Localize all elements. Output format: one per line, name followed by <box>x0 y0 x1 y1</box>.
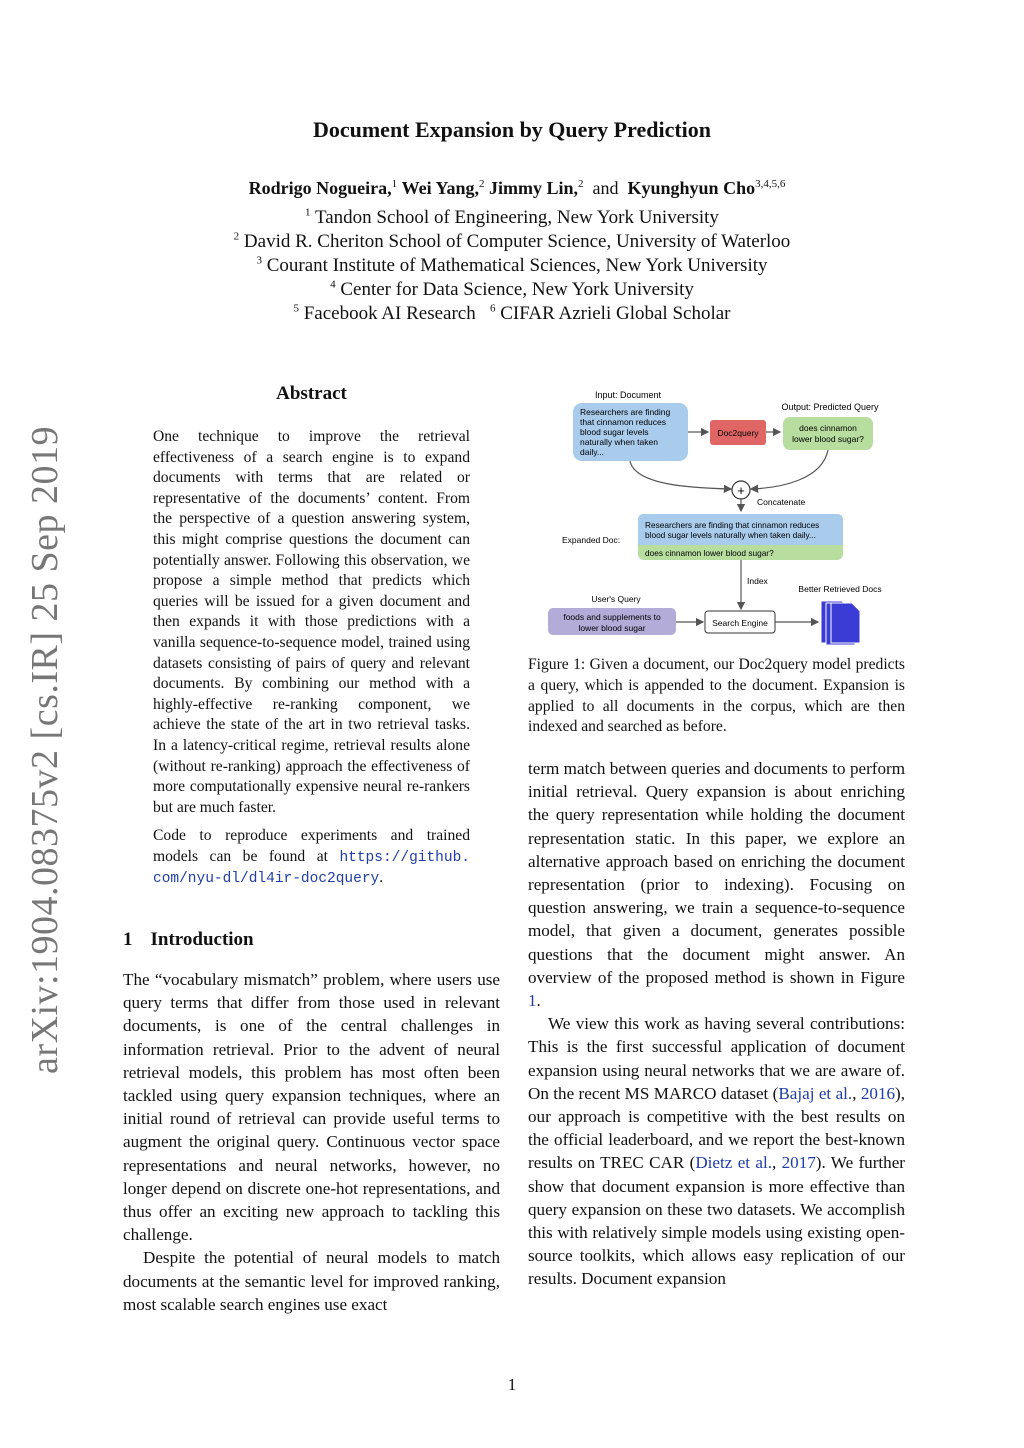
input-line: blood sugar levels <box>580 427 649 437</box>
author-and: and <box>592 178 619 198</box>
expanded-line: blood sugar levels naturally when taken daily... <box>645 530 816 540</box>
figure-reference-link[interactable]: 1 <box>528 991 537 1011</box>
predicted-query-line: does cinnamon <box>799 423 857 433</box>
input-line: naturally when taken <box>580 437 658 447</box>
affiliation-number: 4 <box>330 278 336 291</box>
users-query-label: User's Query <box>591 594 641 604</box>
affiliation-number: 3 <box>256 254 262 267</box>
index-label: Index <box>747 576 768 586</box>
author-name: Rodrigo Nogueira, <box>248 178 392 198</box>
affiliation <box>0 279 1024 301</box>
arrow <box>630 461 731 489</box>
page-number: 1 <box>507 1375 517 1394</box>
arrow <box>751 450 828 489</box>
plus-sign: + <box>737 483 745 498</box>
paragraph-text: ), our approach is competitive with the best results on the official leaderboard, and we report the best-known results on TREC CAR ( <box>528 1083 906 1173</box>
author-name: Jimmy Lin, <box>489 178 579 198</box>
github-link-part[interactable]: com/nyu-dl/dl4ir-doc2query <box>153 871 380 888</box>
author-list <box>0 178 1024 199</box>
body-paragraph <box>528 757 905 1012</box>
figure-diagram <box>540 385 910 647</box>
affiliation <box>0 207 1024 229</box>
period: . <box>379 869 384 887</box>
input-line: that cinnamon reduces <box>580 417 666 427</box>
body-paragraph: The “vocabulary mismatch” problem, where users use query terms that differ from those used in relevant documents, is one of the central challenges in information retrieval. Prior to the advent of neural retrieval models, this problem has most often been tackled using query expansion techniques, where an initial round of retrieval can provide useful terms to augment the original query. Continuous vector space representations and neural networks, however, no longer depend on discrete one-hot representations, and thus offer an exciting new approach to tackling this challenge. <box>123 970 500 1245</box>
predicted-query-line: lower blood sugar? <box>792 434 864 444</box>
doc2query-label: Doc2query <box>717 428 759 438</box>
affiliation-text: Courant Institute of Mathematical Sciences, New York University <box>266 255 768 276</box>
expanded-query-line: does cinnamon lower blood sugar? <box>645 548 774 558</box>
author-affil: 3,4,5,6 <box>755 178 786 190</box>
body-paragraph: We view this work as having several contributions: This is the first successful application of document expansion using neural networks that we are aware of. On the recent MS MARCO dataset (Bajaj et al., 2016), our approach is competitive with the best results on the official leaderboard, and we report the best-known results on TREC CAR (Dietz et al., 2017). We further show that document expansion is more effective than query expansion on these two datasets. We accomplish this with relatively simple models using existing open-source toolkits, which allows easy replication of our results. Document expansion <box>528 1014 906 1289</box>
concatenate-label: Concatenate <box>757 497 806 507</box>
search-engine-label: Search Engine <box>712 618 768 628</box>
affiliation-number: 1 <box>305 206 311 219</box>
input-line: daily... <box>580 447 604 457</box>
expanded-doc-label: Expanded Doc: <box>562 535 621 545</box>
paragraph-text: We view this work as having several contributions: This is the first successful application of document expansion using neural networks that we are aware of. On the recent MS MARCO dataset ( <box>528 1014 905 1103</box>
author-affil: 2 <box>479 178 485 190</box>
input-line: Researchers are finding <box>580 407 671 417</box>
affiliation-text: Facebook AI Research <box>303 303 476 324</box>
citation-link[interactable]: Bajaj et al. <box>778 1083 853 1103</box>
affiliation-text: Center for Data Science, New York University <box>340 279 694 300</box>
affiliation <box>0 255 1024 277</box>
users-query-line: lower blood sugar <box>578 623 646 633</box>
author-affil: 2 <box>578 178 584 190</box>
author-name: Kyunghyun Cho <box>627 178 756 198</box>
citation-link[interactable]: Dietz et al. <box>695 1153 772 1173</box>
author-name: Wei Yang, <box>401 178 479 198</box>
affiliation-number: 6 <box>489 302 496 315</box>
left-column <box>123 968 500 1316</box>
paper-title: Document Expansion by Query Prediction <box>312 117 712 142</box>
input-label: Input: Document <box>594 390 662 400</box>
author-affil: 1 <box>391 178 398 190</box>
section-title: Introduction <box>150 929 254 950</box>
arxiv-identifier: arXiv:1904.08375v2 [cs.IR] 25 Sep 2019 <box>24 425 66 1075</box>
section-heading <box>123 929 272 951</box>
abstract-paragraph: One technique to improve the retrieval effectiveness of a search engine is to expand documents with terms that are related or representative of the documents’ content. From the perspective of a question answering system, this might comprise questions the document can potentially answer. Following this observation, we propose a simple method that predicts which queries will be issued for a given document and then expands it with those predictions with a vanilla sequence-to-sequence model, trained using datasets consisting of pairs of query and relevant documents. By combining our method with a highly-effective re-ranking component, we achieve the state of the art in two retrieval tasks. In a latency-critical regime, retrieval results alone (without re-ranking) approach the effectiveness of more computationally expensive neural re-rankers but are much faster. <box>153 428 470 816</box>
documents-stack-icon <box>821 601 860 645</box>
affiliation-number: 5 <box>293 302 299 315</box>
affiliation <box>0 303 1024 325</box>
affiliation <box>0 231 1024 253</box>
period: . <box>536 991 541 1011</box>
citation-year-link[interactable]: 2016 <box>860 1083 896 1103</box>
affiliation-text: David R. Cheriton School of Computer Science, University of Waterloo <box>243 231 791 252</box>
paragraph-text: ). We further show that document expansion is more effective than query expansion on these two datasets. We accomplish this with relatively simple models using existing open-source toolkits, which allows easy replication of our results. Document expansion <box>528 1153 906 1289</box>
abstract-body <box>153 427 470 898</box>
users-query-line: foods and supplements to <box>563 612 661 622</box>
affiliation-text: CIFAR Azrieli Global Scholar <box>500 303 731 324</box>
right-column <box>528 757 905 1291</box>
output-label: Output: Predicted Query <box>781 402 879 412</box>
figure-caption: Figure 1: Given a document, our Doc2query model predicts a query, which is appended to the document. Expansion is applied to all documents in the corpus, which are then indexed and searched as before. <box>528 656 905 736</box>
github-link-part[interactable]: https://github. <box>339 849 470 866</box>
affiliation-text: Tandon School of Engineering, New York University <box>314 207 719 228</box>
better-docs-label: Better Retrieved Docs <box>798 584 882 594</box>
section-number: 1 <box>123 929 133 950</box>
code-text: Code to reproduce experiments and trained models can be found at <box>153 827 470 865</box>
body-paragraph: Despite the potential of neural models to match documents at the semantic level for improved ranking, most scalable search engines use exact <box>123 1248 500 1314</box>
affiliation-number: 2 <box>233 230 240 243</box>
citation-year-link[interactable]: 2017 <box>781 1153 816 1173</box>
abstract-heading: Abstract <box>276 383 347 404</box>
expanded-line: Researchers are finding that cinnamon reduces <box>645 520 820 530</box>
paragraph-text: term match between queries and documents to perform initial retrieval. Query expansion is about enriching the query representation while holding the document representation static. In this paper, we explore an alternative approach based on enriching the document representation (prior to indexing). Focusing on question answering, we train a sequence-to-sequence model, that given a document, generates possible questions that the document might answer. An overview of the proposed method is shown in Figure <box>528 759 905 987</box>
abstract-code-paragraph <box>153 826 470 890</box>
